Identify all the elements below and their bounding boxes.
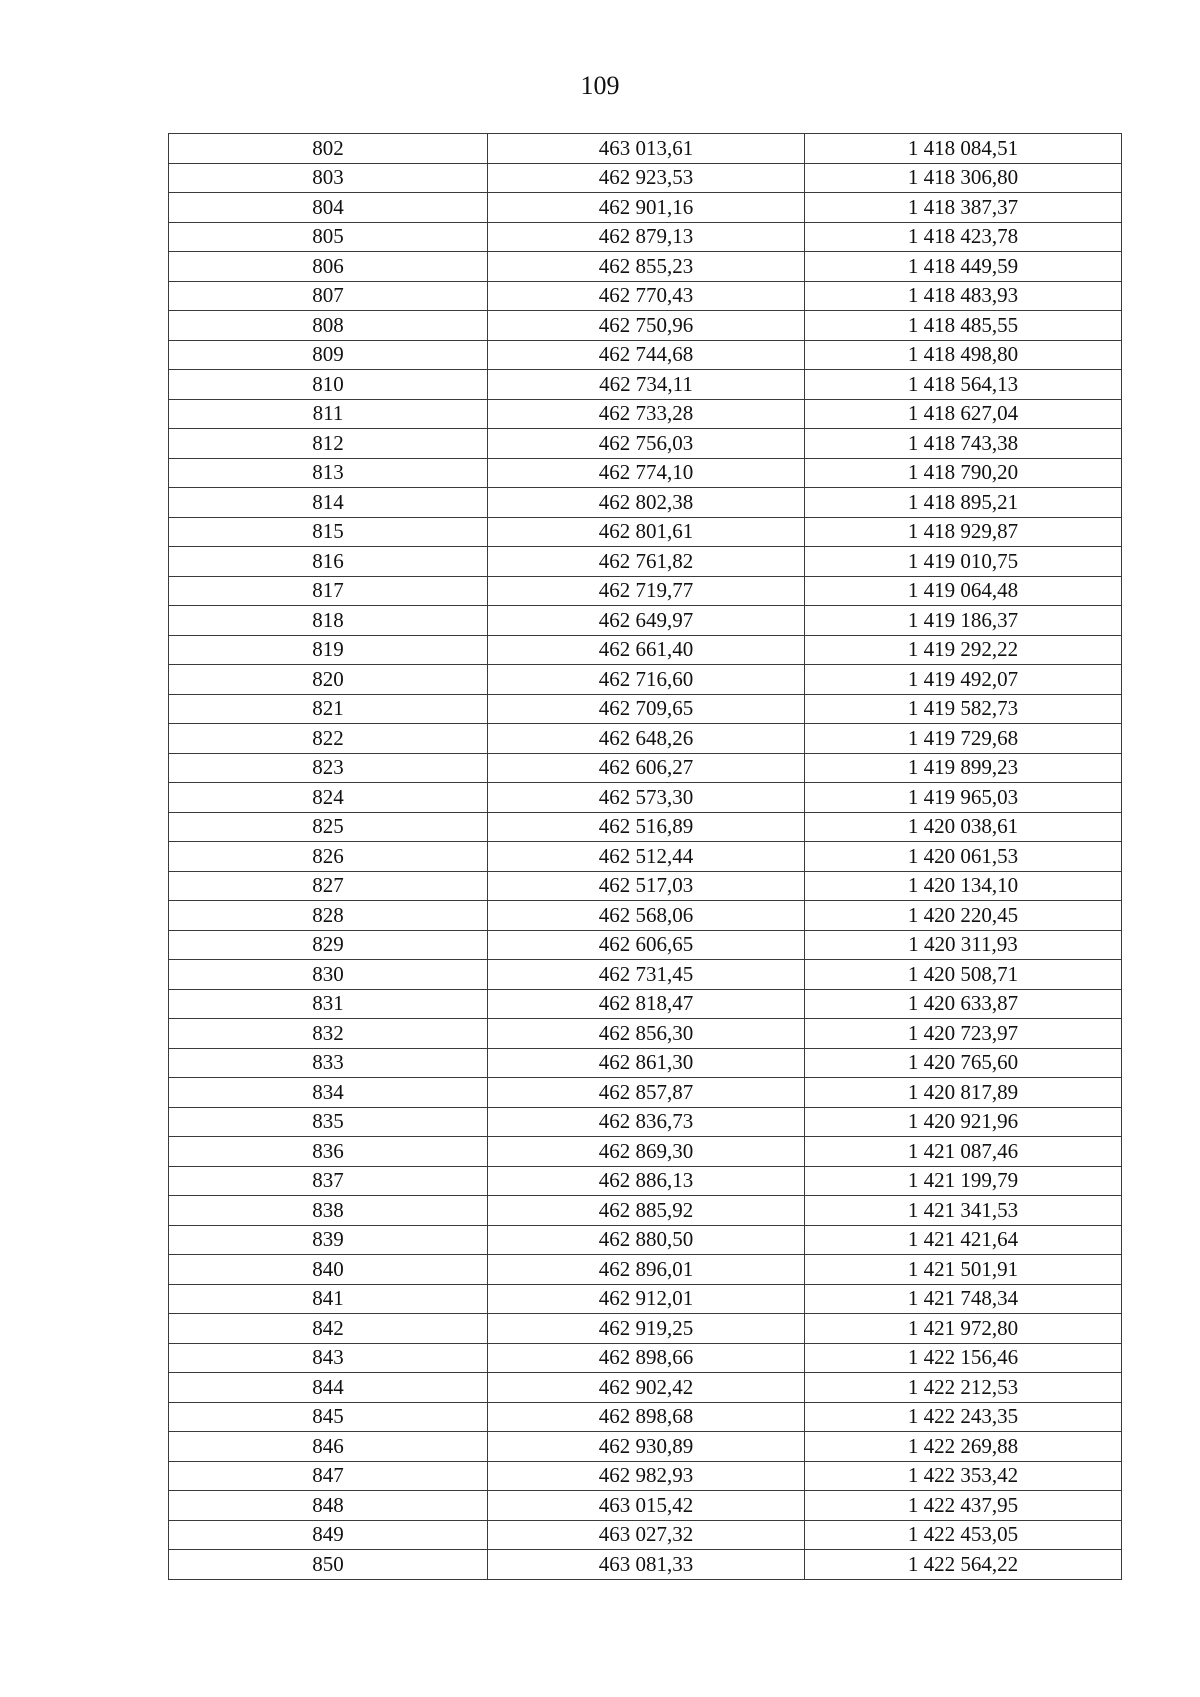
x-coordinate-cell: 463 027,32 <box>488 1520 805 1550</box>
y-coordinate-cell: 1 422 243,35 <box>805 1402 1122 1432</box>
table-row <box>169 576 1122 606</box>
point-number-cell: 843 <box>169 1343 488 1373</box>
table-row <box>169 340 1122 370</box>
table-row <box>169 252 1122 282</box>
y-coordinate-cell: 1 421 748,34 <box>805 1284 1122 1314</box>
y-coordinate-cell: 1 420 508,71 <box>805 960 1122 990</box>
table-row <box>169 871 1122 901</box>
x-coordinate-cell: 462 606,27 <box>488 753 805 783</box>
y-coordinate-cell: 1 419 899,23 <box>805 753 1122 783</box>
y-coordinate-cell: 1 418 790,20 <box>805 458 1122 488</box>
table-row <box>169 163 1122 193</box>
table-row <box>169 783 1122 813</box>
point-number-cell: 814 <box>169 488 488 518</box>
x-coordinate-cell: 462 648,26 <box>488 724 805 754</box>
table-row <box>169 1137 1122 1167</box>
point-number-cell: 822 <box>169 724 488 754</box>
point-number-cell: 831 <box>169 989 488 1019</box>
y-coordinate-cell: 1 422 269,88 <box>805 1432 1122 1462</box>
table-row <box>169 547 1122 577</box>
y-coordinate-cell: 1 421 341,53 <box>805 1196 1122 1226</box>
point-number-cell: 839 <box>169 1225 488 1255</box>
point-number-cell: 826 <box>169 842 488 872</box>
y-coordinate-cell: 1 418 485,55 <box>805 311 1122 341</box>
x-coordinate-cell: 462 802,38 <box>488 488 805 518</box>
table-row <box>169 1196 1122 1226</box>
x-coordinate-cell: 462 902,42 <box>488 1373 805 1403</box>
y-coordinate-cell: 1 418 929,87 <box>805 517 1122 547</box>
table-row <box>169 458 1122 488</box>
y-coordinate-cell: 1 418 084,51 <box>805 134 1122 164</box>
table-row <box>169 812 1122 842</box>
x-coordinate-cell: 462 886,13 <box>488 1166 805 1196</box>
y-coordinate-cell: 1 420 765,60 <box>805 1048 1122 1078</box>
table-row <box>169 429 1122 459</box>
x-coordinate-cell: 462 930,89 <box>488 1432 805 1462</box>
y-coordinate-cell: 1 422 212,53 <box>805 1373 1122 1403</box>
y-coordinate-cell: 1 421 199,79 <box>805 1166 1122 1196</box>
y-coordinate-cell: 1 420 817,89 <box>805 1078 1122 1108</box>
point-number-cell: 824 <box>169 783 488 813</box>
table-row <box>169 901 1122 931</box>
x-coordinate-cell: 462 770,43 <box>488 281 805 311</box>
point-number-cell: 834 <box>169 1078 488 1108</box>
x-coordinate-cell: 462 857,87 <box>488 1078 805 1108</box>
y-coordinate-cell: 1 420 633,87 <box>805 989 1122 1019</box>
table-row <box>169 606 1122 636</box>
point-number-cell: 828 <box>169 901 488 931</box>
table-row <box>169 724 1122 754</box>
x-coordinate-cell: 462 573,30 <box>488 783 805 813</box>
x-coordinate-cell: 462 649,97 <box>488 606 805 636</box>
x-coordinate-cell: 462 898,68 <box>488 1402 805 1432</box>
x-coordinate-cell: 462 606,65 <box>488 930 805 960</box>
table-row <box>169 1107 1122 1137</box>
table-row <box>169 1432 1122 1462</box>
y-coordinate-cell: 1 422 564,22 <box>805 1550 1122 1580</box>
y-coordinate-cell: 1 418 387,37 <box>805 193 1122 223</box>
point-number-cell: 802 <box>169 134 488 164</box>
point-number-cell: 815 <box>169 517 488 547</box>
y-coordinate-cell: 1 418 895,21 <box>805 488 1122 518</box>
y-coordinate-cell: 1 422 353,42 <box>805 1461 1122 1491</box>
point-number-cell: 823 <box>169 753 488 783</box>
point-number-cell: 847 <box>169 1461 488 1491</box>
point-number-cell: 840 <box>169 1255 488 1285</box>
table-row <box>169 311 1122 341</box>
x-coordinate-cell: 463 013,61 <box>488 134 805 164</box>
y-coordinate-cell: 1 420 038,61 <box>805 812 1122 842</box>
x-coordinate-cell: 462 750,96 <box>488 311 805 341</box>
x-coordinate-cell: 462 731,45 <box>488 960 805 990</box>
point-number-cell: 816 <box>169 547 488 577</box>
x-coordinate-cell: 463 015,42 <box>488 1491 805 1521</box>
y-coordinate-cell: 1 420 061,53 <box>805 842 1122 872</box>
table-row <box>169 1019 1122 1049</box>
y-coordinate-cell: 1 419 010,75 <box>805 547 1122 577</box>
point-number-cell: 809 <box>169 340 488 370</box>
point-number-cell: 832 <box>169 1019 488 1049</box>
x-coordinate-cell: 462 716,60 <box>488 665 805 695</box>
x-coordinate-cell: 462 919,25 <box>488 1314 805 1344</box>
table-row <box>169 960 1122 990</box>
point-number-cell: 836 <box>169 1137 488 1167</box>
table-row <box>169 1550 1122 1580</box>
x-coordinate-cell: 462 879,13 <box>488 222 805 252</box>
table-row <box>169 517 1122 547</box>
x-coordinate-cell: 462 901,16 <box>488 193 805 223</box>
table-row <box>169 1078 1122 1108</box>
table-row <box>169 1048 1122 1078</box>
point-number-cell: 811 <box>169 399 488 429</box>
point-number-cell: 829 <box>169 930 488 960</box>
table-row <box>169 1461 1122 1491</box>
y-coordinate-cell: 1 419 186,37 <box>805 606 1122 636</box>
y-coordinate-cell: 1 418 743,38 <box>805 429 1122 459</box>
x-coordinate-cell: 462 517,03 <box>488 871 805 901</box>
x-coordinate-cell: 462 756,03 <box>488 429 805 459</box>
x-coordinate-cell: 463 081,33 <box>488 1550 805 1580</box>
y-coordinate-cell: 1 421 087,46 <box>805 1137 1122 1167</box>
point-number-cell: 841 <box>169 1284 488 1314</box>
point-number-cell: 806 <box>169 252 488 282</box>
x-coordinate-cell: 462 869,30 <box>488 1137 805 1167</box>
table-row <box>169 222 1122 252</box>
y-coordinate-cell: 1 422 437,95 <box>805 1491 1122 1521</box>
point-number-cell: 837 <box>169 1166 488 1196</box>
y-coordinate-cell: 1 422 156,46 <box>805 1343 1122 1373</box>
x-coordinate-cell: 462 512,44 <box>488 842 805 872</box>
x-coordinate-cell: 462 719,77 <box>488 576 805 606</box>
point-number-cell: 844 <box>169 1373 488 1403</box>
point-number-cell: 808 <box>169 311 488 341</box>
y-coordinate-cell: 1 419 965,03 <box>805 783 1122 813</box>
y-coordinate-cell: 1 420 311,93 <box>805 930 1122 960</box>
x-coordinate-cell: 462 923,53 <box>488 163 805 193</box>
y-coordinate-cell: 1 418 564,13 <box>805 370 1122 400</box>
point-number-cell: 813 <box>169 458 488 488</box>
y-coordinate-cell: 1 422 453,05 <box>805 1520 1122 1550</box>
x-coordinate-cell: 462 836,73 <box>488 1107 805 1137</box>
x-coordinate-cell: 462 516,89 <box>488 812 805 842</box>
x-coordinate-cell: 462 982,93 <box>488 1461 805 1491</box>
table-row <box>169 1225 1122 1255</box>
x-coordinate-cell: 462 856,30 <box>488 1019 805 1049</box>
table-row <box>169 753 1122 783</box>
y-coordinate-cell: 1 418 483,93 <box>805 281 1122 311</box>
table-row <box>169 635 1122 665</box>
table-row <box>169 281 1122 311</box>
table-row <box>169 842 1122 872</box>
x-coordinate-cell: 462 733,28 <box>488 399 805 429</box>
point-number-cell: 848 <box>169 1491 488 1521</box>
point-number-cell: 838 <box>169 1196 488 1226</box>
table-row <box>169 1373 1122 1403</box>
y-coordinate-cell: 1 419 729,68 <box>805 724 1122 754</box>
point-number-cell: 805 <box>169 222 488 252</box>
table-row <box>169 1284 1122 1314</box>
table-row <box>169 694 1122 724</box>
x-coordinate-cell: 462 912,01 <box>488 1284 805 1314</box>
point-number-cell: 830 <box>169 960 488 990</box>
y-coordinate-cell: 1 420 220,45 <box>805 901 1122 931</box>
coordinates-table <box>168 133 1122 1580</box>
y-coordinate-cell: 1 419 064,48 <box>805 576 1122 606</box>
point-number-cell: 846 <box>169 1432 488 1462</box>
point-number-cell: 820 <box>169 665 488 695</box>
table-row <box>169 1166 1122 1196</box>
point-number-cell: 821 <box>169 694 488 724</box>
table-row <box>169 193 1122 223</box>
point-number-cell: 807 <box>169 281 488 311</box>
y-coordinate-cell: 1 420 921,96 <box>805 1107 1122 1137</box>
point-number-cell: 849 <box>169 1520 488 1550</box>
x-coordinate-cell: 462 734,11 <box>488 370 805 400</box>
x-coordinate-cell: 462 801,61 <box>488 517 805 547</box>
y-coordinate-cell: 1 419 492,07 <box>805 665 1122 695</box>
y-coordinate-cell: 1 421 421,64 <box>805 1225 1122 1255</box>
point-number-cell: 810 <box>169 370 488 400</box>
table-row <box>169 989 1122 1019</box>
point-number-cell: 804 <box>169 193 488 223</box>
table-row <box>169 1314 1122 1344</box>
y-coordinate-cell: 1 420 134,10 <box>805 871 1122 901</box>
table-row <box>169 1343 1122 1373</box>
table-row <box>169 930 1122 960</box>
x-coordinate-cell: 462 855,23 <box>488 252 805 282</box>
x-coordinate-cell: 462 896,01 <box>488 1255 805 1285</box>
point-number-cell: 818 <box>169 606 488 636</box>
y-coordinate-cell: 1 419 582,73 <box>805 694 1122 724</box>
point-number-cell: 835 <box>169 1107 488 1137</box>
x-coordinate-cell: 462 761,82 <box>488 547 805 577</box>
table-row <box>169 1491 1122 1521</box>
coordinates-table-body <box>169 134 1122 1580</box>
table-row <box>169 1520 1122 1550</box>
point-number-cell: 845 <box>169 1402 488 1432</box>
table-row <box>169 488 1122 518</box>
point-number-cell: 842 <box>169 1314 488 1344</box>
y-coordinate-cell: 1 418 306,80 <box>805 163 1122 193</box>
point-number-cell: 817 <box>169 576 488 606</box>
x-coordinate-cell: 462 709,65 <box>488 694 805 724</box>
table-row <box>169 370 1122 400</box>
point-number-cell: 812 <box>169 429 488 459</box>
point-number-cell: 827 <box>169 871 488 901</box>
x-coordinate-cell: 462 885,92 <box>488 1196 805 1226</box>
table-row <box>169 1402 1122 1432</box>
point-number-cell: 833 <box>169 1048 488 1078</box>
y-coordinate-cell: 1 420 723,97 <box>805 1019 1122 1049</box>
table-row <box>169 665 1122 695</box>
y-coordinate-cell: 1 418 627,04 <box>805 399 1122 429</box>
table-row <box>169 134 1122 164</box>
x-coordinate-cell: 462 880,50 <box>488 1225 805 1255</box>
point-number-cell: 825 <box>169 812 488 842</box>
page-number: 109 <box>580 71 620 100</box>
x-coordinate-cell: 462 861,30 <box>488 1048 805 1078</box>
y-coordinate-cell: 1 421 501,91 <box>805 1255 1122 1285</box>
x-coordinate-cell: 462 898,66 <box>488 1343 805 1373</box>
y-coordinate-cell: 1 421 972,80 <box>805 1314 1122 1344</box>
x-coordinate-cell: 462 774,10 <box>488 458 805 488</box>
table-row <box>169 399 1122 429</box>
y-coordinate-cell: 1 418 423,78 <box>805 222 1122 252</box>
point-number-cell: 819 <box>169 635 488 665</box>
x-coordinate-cell: 462 661,40 <box>488 635 805 665</box>
y-coordinate-cell: 1 418 449,59 <box>805 252 1122 282</box>
point-number-cell: 850 <box>169 1550 488 1580</box>
x-coordinate-cell: 462 568,06 <box>488 901 805 931</box>
table-row <box>169 1255 1122 1285</box>
y-coordinate-cell: 1 419 292,22 <box>805 635 1122 665</box>
x-coordinate-cell: 462 744,68 <box>488 340 805 370</box>
x-coordinate-cell: 462 818,47 <box>488 989 805 1019</box>
y-coordinate-cell: 1 418 498,80 <box>805 340 1122 370</box>
point-number-cell: 803 <box>169 163 488 193</box>
